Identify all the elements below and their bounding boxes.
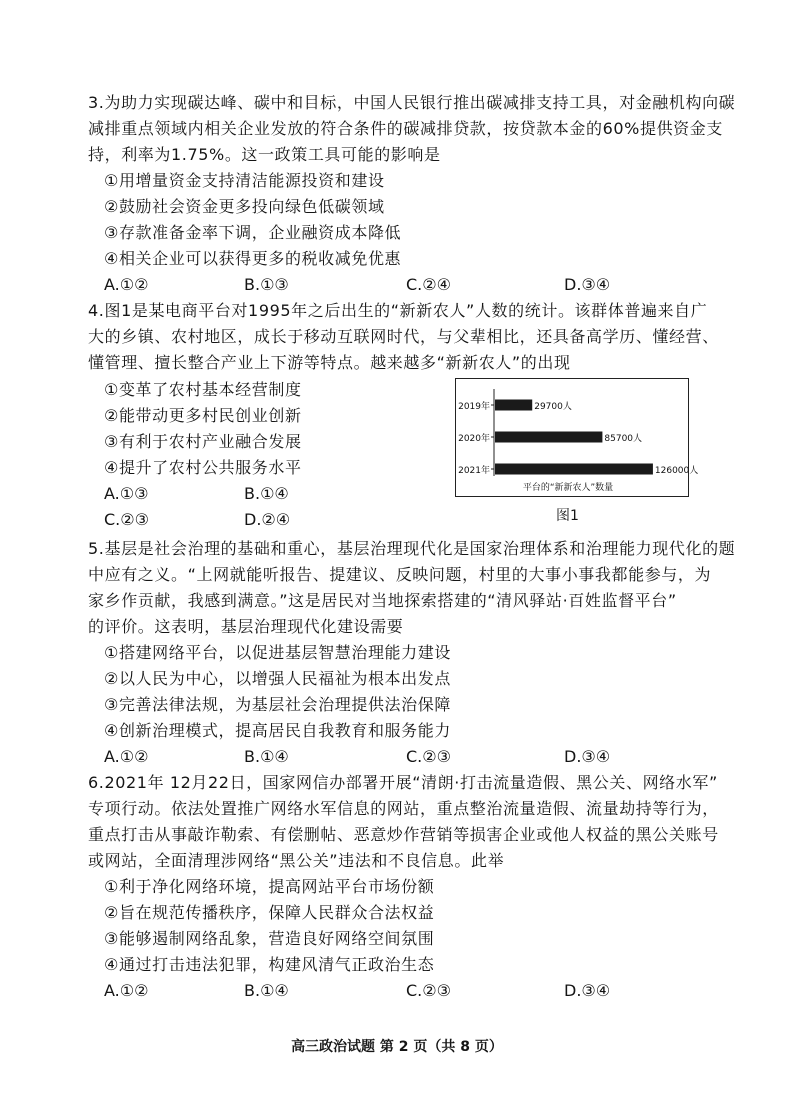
- question-5-item-2: ②以人民为中心，以增强人民福祉为根本出发点: [104, 669, 451, 688]
- figure-1-chart: [455, 378, 699, 497]
- question-6-item-4: ④通过打击违法犯罪，构建风清气正政治生态: [104, 955, 435, 974]
- question-4-option-d: D.②④: [244, 510, 291, 529]
- question-5-item-1: ①搭建网络平台，以促进基层智慧治理能力建设: [104, 643, 451, 662]
- bar-chart-svg: [456, 379, 699, 496]
- question-4-item-4: ④提升了农村公共服务水平: [104, 458, 302, 477]
- question-5-item-4: ④创新治理模式，提高居民自我教育和服务能力: [104, 721, 451, 740]
- question-4-option-c: C.②③: [104, 510, 149, 529]
- question-4-item-1: ①变革了农村基本经营制度: [104, 380, 302, 399]
- bar: [495, 464, 653, 475]
- question-3-item-1: ①用增量资金支持清洁能源投资和建设: [104, 171, 385, 190]
- question-6-stem-line-1: 6.2021年 12月22日，国家网信办部署开展“清朗·打击流量造假、黑公关、网络水军”: [88, 773, 718, 792]
- question-5-option-b: B.①④: [244, 747, 289, 766]
- bar: [495, 432, 602, 443]
- question-5-stem-line-4: 的评价。这表明，基层治理现代化建设需要: [88, 617, 404, 636]
- y-tick-label: 2020年: [458, 434, 490, 444]
- question-4-stem-line-1: 4.图1是某电商平台对1995年之后出生的“新新农人”人数的统计。该群体普遍来自广: [88, 301, 708, 320]
- figure-1-caption: 图1: [556, 508, 579, 524]
- question-6-stem-line-2: 专项行动。依法处置推广网络水军信息的网站，重点整治流量造假、流量劫持等行为，: [88, 799, 719, 818]
- question-5-stem-line-2: 中应有之义。“上网就能听报告、提建议、反映问题，村里的大事小事我都能参与，为: [88, 565, 712, 584]
- question-4-item-2: ②能带动更多村民创业创新: [104, 406, 302, 425]
- question-6-stem-line-4: 或网站，全面清理涉网络“黑公关”违法和不良信息。此举: [88, 851, 505, 870]
- question-3-option-a: A.①②: [104, 275, 149, 294]
- question-5-stem-line-3: 家乡作贡献，我感到满意。”这是居民对当地探索搭建的“清风驿站·百姓监督平台”: [88, 591, 677, 610]
- question-6-option-c: C.②③: [406, 981, 451, 1000]
- data-label: 85700人: [604, 434, 643, 444]
- question-6-option-a: A.①②: [104, 981, 149, 1000]
- question-3-item-4: ④相关企业可以获得更多的税收减免优惠: [104, 249, 402, 268]
- question-5-item-3: ③完善法律法规，为基层社会治理提供法治保障: [104, 695, 451, 714]
- question-6-stem-line-3: 重点打击从事敲诈勒索、有偿删帖、恶意炒作营销等损害企业或他人权益的黑公关账号: [88, 825, 719, 844]
- page-footer: 高三政治试题 第 2 页（共 8 页）: [291, 1039, 503, 1055]
- x-axis-label: 平台的“新新农人”数量: [522, 483, 614, 493]
- bar: [495, 400, 532, 411]
- question-3-item-3: ③存款准备金率下调，企业融资成本降低: [104, 223, 402, 242]
- y-tick-label: 2021年: [458, 466, 490, 476]
- question-3-stem-line-2: 减排重点领域内相关企业发放的符合条件的碳减排贷款，按贷款本金的60%提供资金支: [88, 119, 723, 138]
- question-4-item-3: ③有利于农村产业融合发展: [104, 432, 302, 451]
- question-4-option-b: B.①④: [244, 484, 289, 503]
- question-4-stem-line-3: 懂管理、擅长整合产业上下游等特点。越来越多“新新农人”的出现: [88, 353, 571, 372]
- question-6-option-b: B.①④: [244, 981, 289, 1000]
- question-5-option-c: C.②③: [406, 747, 451, 766]
- data-label: 126000人: [654, 466, 699, 476]
- question-6-item-3: ③能够遏制网络乱象，营造良好网络空间氛围: [104, 929, 435, 948]
- question-4-stem-line-2: 大的乡镇、农村地区，成长于移动互联网时代，与父辈相比，还具备高学历、懂经营、: [88, 327, 719, 346]
- question-3-option-c: C.②④: [406, 275, 451, 294]
- data-label: 29700人: [534, 402, 572, 412]
- question-6-item-2: ②旨在规范传播秩序，保障人民群众合法权益: [104, 903, 435, 922]
- question-3-option-b: B.①③: [244, 275, 289, 294]
- question-4-option-a: A.①③: [104, 484, 149, 503]
- question-5-stem-line-1: 5.基层是社会治理的基础和重心，基层治理现代化是国家治理体系和治理能力现代化的题: [88, 539, 736, 558]
- question-5-option-a: A.①②: [104, 747, 149, 766]
- question-6-item-1: ①利于净化网络环境，提高网站平台市场份额: [104, 877, 435, 896]
- question-3-stem-line-1: 3.为助力实现碳达峰、碳中和目标，中国人民银行推出碳减排支持工具，对金融机构向碳: [88, 93, 736, 112]
- question-6-option-d: D.③④: [564, 981, 611, 1000]
- question-3-item-2: ②鼓励社会资金更多投向绿色低碳领域: [104, 197, 385, 216]
- question-3-option-d: D.③④: [564, 275, 611, 294]
- question-5-option-d: D.③④: [564, 747, 611, 766]
- y-tick-label: 2019年: [458, 402, 490, 412]
- question-3-stem-line-3: 持，利率为1.75%。这一政策工具可能的影响是: [88, 145, 441, 164]
